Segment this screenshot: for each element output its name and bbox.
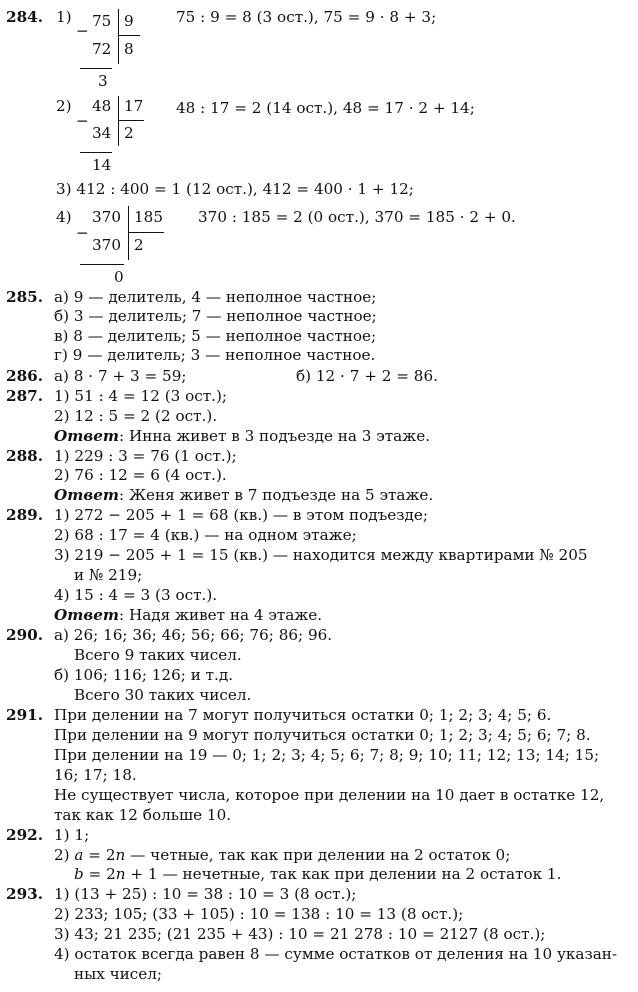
div4-divisor: 185 [134,208,163,226]
problem-290-a-total: Всего 9 таких чисел. [74,646,242,664]
problem-289-line-3: 3) 219 − 205 + 1 = 15 (кв.) — находится между квартирами № 205 [54,546,588,564]
div4-dividend: 370 [92,208,121,226]
div2-divisor: 17 [124,97,144,115]
div2-remainder: 14 [92,156,112,174]
answer-text: : Женя живет в 7 подъезде на 5 этаже. [119,486,434,504]
problem-292-line-1: 1) 1; [54,826,90,844]
problem-293-line-4: 4) остаток всегда равен 8 — сумме остатков от деления на 10 указан- [54,945,618,963]
eq: = 2 [83,865,116,883]
div1-divisor: 9 [124,12,134,30]
problem-293-line-2: 2) 233; 105; (33 + 105) : 10 = 138 : 10 = 13 (8 ост.); [54,905,464,923]
div4-result-rule [80,264,124,265]
div4-subtrahend: 370 [92,236,121,254]
div2-item: 2) [56,97,72,115]
problem-289-line-3b: и № 219; [74,566,143,584]
problem-291-line-5: Не существует числа, которое при делении на 10 дает в остатке 12, [54,786,605,804]
div4-divisor-rule [128,232,164,233]
problem-289-line-1: 1) 272 − 205 + 1 = 68 (кв.) — в этом подъезде; [54,506,428,524]
problem-293-line-5: ных чисел; [74,965,163,983]
problem-293-number: 293. [6,885,43,903]
div2-quotient: 2 [124,124,134,142]
problem-285-g: г) 9 — делитель; 3 — неполное частное. [54,346,376,364]
problem-292-line-2 [54,846,510,865]
div2-note: 48 : 17 = 2 (14 ост.), 48 = 17 · 2 + 14; [176,99,475,117]
problem-285-b: б) 3 — делитель; 7 — неполное частное; [54,307,377,325]
problem-292-line-3 [74,865,561,884]
div1-result-rule [80,68,112,69]
problem-289-answer [54,606,322,625]
div1-minus: − [76,22,89,40]
div2-result-rule [80,152,112,153]
var-a: a [74,846,84,864]
div2-dividend: 48 [92,97,112,115]
problem-290-a: а) 26; 16; 36; 46; 56; 66; 76; 86; 96. [54,626,333,644]
problem-288-answer [54,486,433,505]
problem-291-line-1: При делении на 7 могут получиться остатки 0; 1; 2; 3; 4; 5; 6. [54,706,552,724]
div1-remainder: 3 [98,72,108,90]
answer-text: : Надя живет на 4 этаже. [119,606,323,624]
problem-287-line-1: 1) 51 : 4 = 12 (3 ост.); [54,387,228,405]
problem-289-line-2: 2) 68 : 17 = 4 (кв.) — на одном этаже; [54,526,357,544]
desc: + 1 — нечетные, так как при делении на 2 остаток 1. [125,865,562,883]
desc: — четные, так как при делении на 2 остаток 0; [125,846,511,864]
answer-label: Ответ [54,427,120,445]
div4-remainder: 0 [114,268,124,286]
var-n: n [115,865,126,883]
problem-285-number: 285. [6,288,43,306]
problem-288-number: 288. [6,447,43,465]
div2-subtrahend: 34 [92,124,112,142]
problem-293-line-1: 1) (13 + 25) : 10 = 38 : 10 = 3 (8 ост.); [54,885,357,903]
eq: = 2 [83,846,116,864]
problem-290-b-total: Всего 30 таких чисел. [74,686,252,704]
div1-subtrahend: 72 [92,40,112,58]
problem-288-line-1: 1) 229 : 3 = 76 (1 ост.); [54,447,237,465]
problem-291-line-4: 16; 17; 18. [54,766,137,784]
problem-289-number: 289. [6,506,43,524]
problem-291-line-6: так как 12 больше 10. [54,806,232,824]
div1-item: 1) [56,8,72,26]
div1-note: 75 : 9 = 8 (3 ост.), 75 = 9 · 8 + 3; [176,8,437,26]
var-n: n [115,846,126,864]
div4-note: 370 : 185 = 2 (0 ост.), 370 = 185 · 2 + 0. [198,208,516,226]
problem-286-b: б) 12 · 7 + 2 = 86. [296,367,438,385]
problem-291-number: 291. [6,706,43,724]
problem-287-answer [54,427,430,446]
problem-291-line-2: При делении на 9 могут получиться остатки 0; 1; 2; 3; 4; 5; 6; 7; 8. [54,726,591,744]
div2-minus: − [76,112,89,130]
div1-divisor-rule [118,35,140,36]
div4-item: 4) [56,208,72,226]
div1-quotient: 8 [124,40,134,58]
div4-minus: − [76,224,89,242]
problem-291-line-3: При делении на 19 — 0; 1; 2; 3; 4; 5; 6; 7; 8; 9; 10; 11; 12; 13; 14; 15; [54,746,600,764]
problem-290-number: 290. [6,626,43,644]
problem-285-v: в) 8 — делитель; 5 — неполное частное; [54,327,377,345]
problem-284-number: 284. [6,8,43,26]
problem-287-number: 287. [6,387,43,405]
answer-text: : Инна живет в 3 подъезде на 3 этаже. [119,427,431,445]
div4-quotient: 2 [134,236,144,254]
problem-285-a: а) 9 — делитель, 4 — неполное частное; [54,288,377,306]
div1-dividend: 75 [92,12,112,30]
answer-label: Ответ [54,486,120,504]
problem-286-a: а) 8 · 7 + 3 = 59; [54,367,187,385]
problem-288-line-2: 2) 76 : 12 = 6 (4 ост.). [54,466,227,484]
problem-287-line-2: 2) 12 : 5 = 2 (2 ост.). [54,407,218,425]
problem-293-line-3: 3) 43; 21 235; (21 235 + 43) : 10 = 21 278 : 10 = 2127 (8 ост.); [54,925,546,943]
problem-286-number: 286. [6,367,43,385]
problem-292-number: 292. [6,826,43,844]
div2-divisor-rule [118,120,144,121]
div1-vertical-rule [118,9,119,64]
problem-289-line-4: 4) 15 : 4 = 3 (3 ост.). [54,586,218,604]
var-b: b [74,865,84,883]
item-label: 2) [54,846,75,864]
answer-label: Ответ [54,606,120,624]
problem-284-line-3: 3) 412 : 400 = 1 (12 ост.), 412 = 400 · 1 + 12; [56,180,414,198]
problem-290-b: б) 106; 116; 126; и т.д. [54,666,234,684]
